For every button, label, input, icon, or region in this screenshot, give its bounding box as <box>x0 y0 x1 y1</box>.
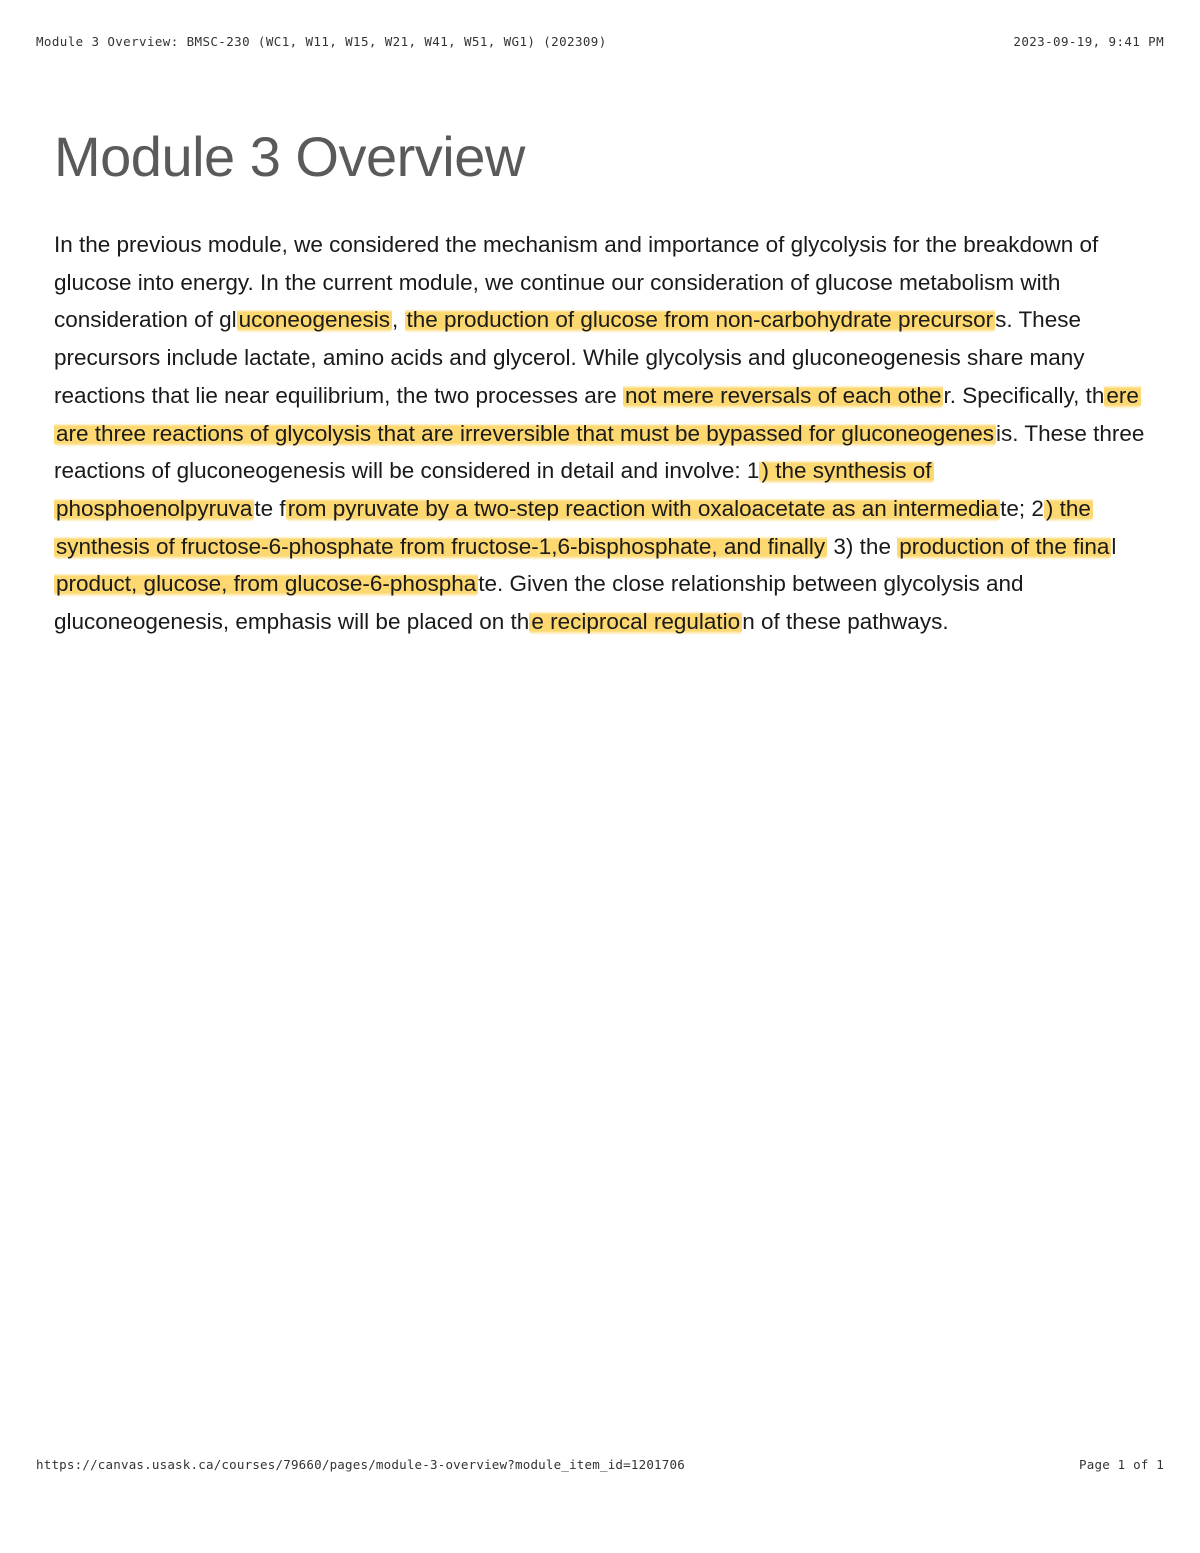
text-segment: te; 2 <box>1000 495 1044 521</box>
highlighted-text: ere are three reactions of glycolysis that are irreversible that must be bypassed for gluconeogenes <box>56 382 1139 446</box>
highlighted-text: ) the synthesis of fructose-6-phosphate from fructose-1,6-bisphosphate, and finally <box>56 495 1091 559</box>
print-footer <box>36 1457 1164 1472</box>
print-footer-page-number: Page 1 of 1 <box>1079 1457 1164 1472</box>
text-segment: is. These three reactions of gluconeogenesis will be considered in detail and involve: 1 <box>54 420 1145 484</box>
text-segment: r. Specifically, th <box>943 382 1105 408</box>
highlighted-text: product, glucose, from glucose-6-phospha <box>56 571 477 597</box>
highlighted-text: e reciprocal regulatio <box>531 609 741 635</box>
text-segment: , <box>392 307 405 333</box>
text-segment: 3) the <box>827 533 898 559</box>
highlighted-text: uconeogenesis <box>238 307 390 333</box>
text-segment: In the previous module, we considered the mechanism and importance of glycolysis for the breakdown of glucose into energy. In the current module, we continue our consideration of glucose metabolism with consideration of gl <box>54 232 1099 333</box>
highlighted-text: ) the synthesis of phosphoenolpyruva <box>56 458 932 521</box>
highlighted-text: the production of glucose from non-carbohydrate precursor <box>406 307 994 333</box>
print-header-datetime: 2023-09-19, 9:41 PM <box>1013 34 1164 49</box>
print-header <box>36 34 1164 49</box>
module-overview-paragraph <box>54 226 1149 641</box>
page-title: Module 3 Overview <box>54 125 525 188</box>
highlighted-text: production of the fina <box>899 533 1110 559</box>
highlighted-text: not mere reversals of each othe <box>625 382 942 408</box>
print-header-page-label: Module 3 Overview: BMSC-230 (WC1, W11, W15, W21, W41, W51, WG1) (202309) <box>36 34 607 49</box>
highlighted-text: rom pyruvate by a two-step reaction with oxaloacetate as an intermedia <box>287 495 999 521</box>
text-segment: l <box>1111 533 1117 559</box>
text-segment: n of these pathways. <box>742 609 949 635</box>
print-footer-url: https://canvas.usask.ca/courses/79660/pages/module-3-overview?module_item_id=1201706 <box>36 1457 685 1472</box>
text-segment: te f <box>254 495 286 521</box>
text-segment: s. These precursors include lactate, amino acids and glycerol. While glycolysis and gluconeogenesis share many reactions that lie near equilibrium, the two processes are <box>54 307 1085 408</box>
text-segment: te. Given the close relationship between glycolysis and gluconeogenesis, emphasis will be placed on th <box>54 571 1024 635</box>
